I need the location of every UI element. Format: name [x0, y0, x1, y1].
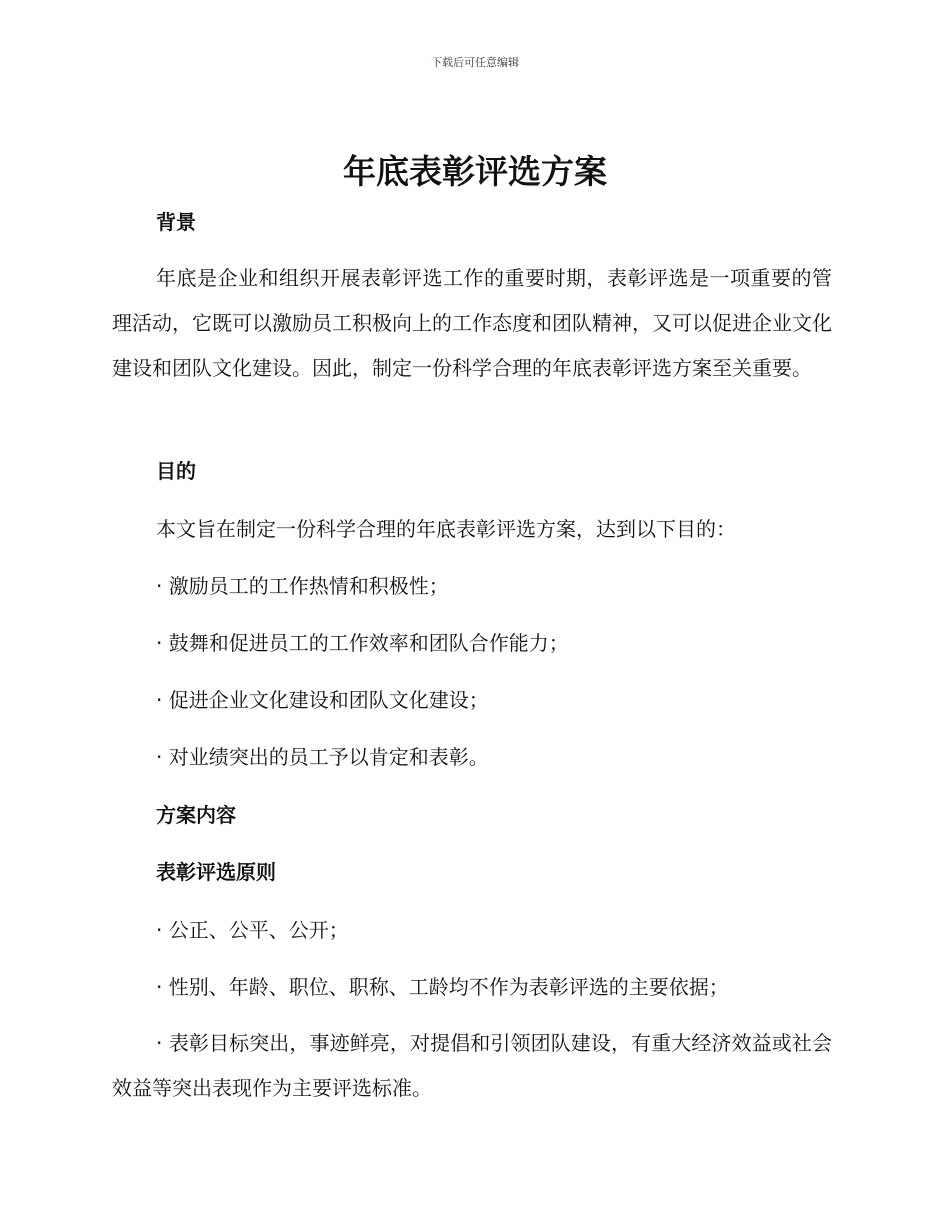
purpose-list-item: · 激励员工的工作热情和积极性；: [156, 574, 449, 598]
section-heading-content: 方案内容: [156, 803, 236, 827]
principle-list-item: · 公正、公平、公开；: [156, 918, 349, 942]
background-paragraph: 年底是企业和组织开展表彰评选工作的重要时期，表彰评选是一项重要的管理活动，它既可以激励员工积极向上的工作态度和团队精神，又可以促进企业文化建设和团队文化建设。因此，制定一份科学合理的年底表彰评选方案至关重要。: [112, 266, 832, 380]
purpose-list-item: · 促进企业文化建设和团队文化建设；: [156, 688, 489, 712]
purpose-list-item: · 对业绩突出的员工予以肯定和表彰。: [156, 745, 489, 769]
section-heading-background: 背景: [156, 210, 196, 234]
principle-list-item: · 性别、年龄、职位、职称、工龄均不作为表彰评选的主要依据；: [156, 975, 729, 999]
section-heading-purpose: 目的: [156, 459, 196, 483]
subsection-heading-principles: 表彰评选原则: [156, 860, 276, 884]
purpose-intro: 本文旨在制定一份科学合理的年底表彰评选方案，达到以下目的：: [156, 517, 736, 541]
document-title: 年底表彰评选方案: [343, 152, 607, 191]
page-header-note: 下载后可任意编辑: [431, 56, 519, 69]
principle-list-item: · 表彰目标突出，事迹鲜亮，对提倡和引领团队建设，有重大经济效益或社会效益等突出表现作为主要评选标准。: [112, 1031, 832, 1100]
purpose-list-item: · 鼓舞和促进员工的工作效率和团队合作能力；: [156, 631, 569, 655]
